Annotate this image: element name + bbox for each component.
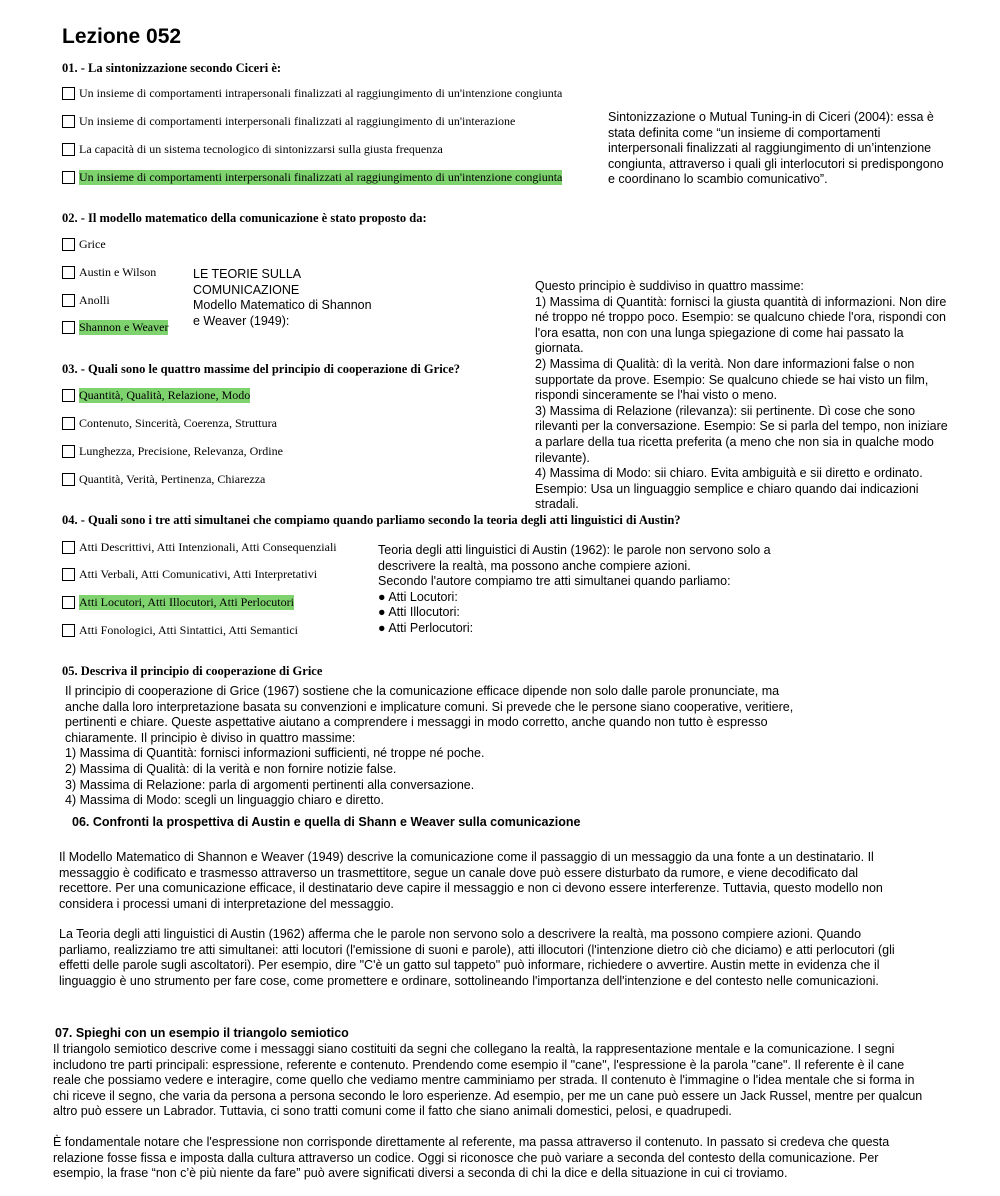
- q1-option-2[interactable]: [62, 114, 515, 129]
- checkbox[interactable]: [62, 624, 75, 637]
- option-label: Austin e Wilson: [79, 265, 157, 279]
- option-label: Atti Verbali, Atti Comunicativi, Atti Interpretativi: [79, 567, 318, 581]
- option-label-highlighted: Un insieme di comportamenti interpersonali finalizzati al raggiungimento di un'intenzione congiunta: [79, 170, 563, 184]
- option-label: Lunghezza, Precisione, Relevanza, Ordine: [79, 444, 283, 458]
- q2-option-4-correct[interactable]: [62, 320, 168, 335]
- checkbox[interactable]: [62, 171, 75, 184]
- q2-note: LE TEORIE SULLA COMUNICAZIONE Modello Matematico di Shannon e Weaver (1949):: [193, 267, 372, 328]
- option-label: Atti Fonologici, Atti Sintattici, Atti Semantici: [79, 623, 298, 637]
- option-label: Un insieme di comportamenti intrapersonali finalizzati al raggiungimento di un'intenzione congiunta: [79, 86, 563, 100]
- checkbox[interactable]: [62, 417, 75, 430]
- q1-option-3[interactable]: [62, 142, 443, 157]
- option-label: La capacità di un sistema tecnologico di sintonizzarsi sulla giusta frequenza: [79, 142, 443, 156]
- option-label: Grice: [79, 237, 106, 251]
- checkbox[interactable]: [62, 238, 75, 251]
- q1-option-4-correct[interactable]: [62, 170, 562, 185]
- checkbox[interactable]: [62, 568, 75, 581]
- checkbox[interactable]: [62, 445, 75, 458]
- q4-option-3-correct[interactable]: [62, 595, 294, 610]
- q4-option-4[interactable]: [62, 623, 298, 638]
- q2-option-1[interactable]: [62, 237, 106, 252]
- q5-answer: Il principio di cooperazione di Grice (1967) sostiene che la comunicazione efficace dipende non solo dalle parole pronunciate, ma anche dalla loro interpretazione basata su convenzioni e implicature comuni. Si prevede che le persone siano cooperative, veritiere, pertinenti e chiare. Queste aspettative aiutano a comprendere i messaggi in modo corretto, anche quando non tutto è espresso chiaramente. Il principio è diviso in quattro massime: 1) Massima di Quantità: fornisci informazioni sufficienti, né troppe né poche. 2) Massima di Qualità: di la verità e non fornire notizie false. 3) Massima di Relazione: parla di argomenti pertinenti alla conversazione. 4) Massima di Modo: scegli un linguaggio chiaro e diretto.: [65, 684, 794, 808]
- q4-option-1[interactable]: [62, 540, 337, 555]
- q2-option-2[interactable]: [62, 265, 156, 280]
- option-label: Un insieme di comportamenti interpersonali finalizzati al raggiungimento di un'interazione: [79, 114, 516, 128]
- checkbox[interactable]: [62, 473, 75, 486]
- q7-paragraph-1: Il triangolo semiotico descrive come i messaggi siano costituiti da segni che collegano la realtà, la rappresentazione mentale e la comunicazione. I segni includono tre parti principali: espressione, referente e contenuto. Prendendo come esempio il "cane", l'espressione è la parola "cane". Il referente è il cane reale che possiamo vedere e interagire, come quello che vediamo mentre camminiamo per strada. Il contenuto è l'immagine o l'idea mentale che si forma in chi riceve il segno, che varia da persona a persona secondo le loro esperienze. Ad esempio, per me un cane può essere un Jack Russel, mentre per qualcun altro può essere un Labrador. Tuttavia, ci sono tratti comuni come il fatto che siano animali domestici, pelosi, e quadrupedi.: [53, 1042, 923, 1119]
- question-06: 06. Confronti la prospettiva di Austin e quella di Shann e Weaver sulla comunicazione: [72, 815, 581, 829]
- q6-paragraph-1: Il Modello Matematico di Shannon e Weaver (1949) descrive la comunicazione come il passaggio di un messaggio da una fonte a un destinatario. Il messaggio è codificato e trasmesso attraverso un trasmettitore, segue un canale dove può essere disturbato da rumore, e viene decodificato dal recettore. Per una comunicazione efficace, il destinatario deve capire il messaggio e non ci devono essere interferenze. Tuttavia, questo modello non considera i processi umani di interpretazione del messaggio.: [59, 850, 883, 911]
- question-04: 04. - Quali sono i tre atti simultanei che compiamo quando parliamo secondo la teoria degli atti linguistici di Austin?: [62, 513, 681, 527]
- q3-option-4[interactable]: [62, 472, 265, 487]
- q3-option-2[interactable]: [62, 416, 277, 431]
- checkbox[interactable]: [62, 321, 75, 334]
- q2-option-3[interactable]: [62, 293, 110, 308]
- checkbox[interactable]: [62, 266, 75, 279]
- checkbox[interactable]: [62, 389, 75, 402]
- checkbox[interactable]: [62, 87, 75, 100]
- q3-option-1-correct[interactable]: [62, 388, 250, 403]
- question-03: 03. - Quali sono le quattro massime del principio di cooperazione di Grice?: [62, 362, 461, 376]
- question-02: 02. - Il modello matematico della comunicazione è stato proposto da:: [62, 211, 427, 225]
- q6-paragraph-2: La Teoria degli atti linguistici di Austin (1962) afferma che le parole non servono solo a descrivere la realtà, ma possono compiere azioni. Quando parliamo, realizziamo tre atti simultanei: atti locutori (l'emissione di suoni e parole), atti illocutori (l'intenzione dietro ciò che diciamo) e atti perlocutori (gli effetti delle parole sugli ascoltatori). Per esempio, dire "C'è un gatto sul tappeto" può informare, richiedere o avvertire. Austin mette in evidenza che il linguaggio è uno strumento per fare cose, come promettere e ordinare, sottolineando l'importanza dell'intenzione e del contesto nelle comunicazioni.: [59, 927, 895, 988]
- q1-note: Sintonizzazione o Mutual Tuning-in di Ciceri (2004): essa è stata definita come “un insieme di comportamenti interpersonali finalizzati al raggiungimento di un’intenzione congiunta, attraverso i quali gli interlocutori si predispongono e coordinano lo scambio comunicativo”.: [608, 110, 944, 187]
- q4-option-2[interactable]: [62, 567, 317, 582]
- q4-note: Teoria degli atti linguistici di Austin (1962): le parole non servono solo a descrivere la realtà, ma possono anche compiere azioni. Secondo l'autore compiamo tre atti simultanei quando parliamo: ● Atti Locutori: ● Atti Illocutori: ● Atti Perlocutori:: [378, 543, 771, 635]
- option-label: Quantità, Verità, Pertinenza, Chiarezza: [79, 472, 266, 486]
- option-label-highlighted: Quantità, Qualità, Relazione, Modo: [79, 388, 251, 402]
- question-07: 07. Spieghi con un esempio il triangolo semiotico: [55, 1026, 349, 1040]
- option-label-highlighted: Atti Locutori, Atti Illocutori, Atti Perlocutori: [79, 595, 294, 609]
- question-01: 01. - La sintonizzazione secondo Ciceri è:: [62, 61, 282, 75]
- checkbox[interactable]: [62, 294, 75, 307]
- option-label: Atti Descrittivi, Atti Intenzionali, Atti Consequenziali: [79, 540, 337, 554]
- q3-note: Questo principio è suddiviso in quattro massime: 1) Massima di Quantità: fornisci la giusta quantità di informazioni. Non dire né troppo né troppo poco. Esempio: se qualcuno chiede l'ora, rispondi con l'ora esatta, non con una lunga spiegazione di come hai passato la giornata. 2) Massima di Qualità: dì la verità. Non dare informazioni false o non supportate da prove. Esempio: Se qualcuno chiede se hai visto un film, rispondi sinceramente se l'hai visto o meno. 3) Massima di Relazione (rilevanza): sii pertinente. Dì cose che sono rilevanti per la conversazione. Esempio: Se si parla del tempo, non iniziare a parlare della tua ricetta preferita (a meno che non sia in qualche modo rilevante). 4) Massima di Modo: sii chiaro. Evita ambiguità e sii diretto e ordinato. Esempio: Usa un linguaggio semplice e chiaro quando dai indicazioni stradali.: [535, 279, 948, 512]
- checkbox[interactable]: [62, 115, 75, 128]
- option-label: Contenuto, Sincerità, Coerenza, Struttura: [79, 416, 277, 430]
- q3-option-3[interactable]: [62, 444, 283, 459]
- option-label: Anolli: [79, 293, 110, 307]
- checkbox[interactable]: [62, 541, 75, 554]
- q1-option-1[interactable]: [62, 86, 562, 101]
- q7-paragraph-2: È fondamentale notare che l'espressione non corrisponde direttamente al referente, ma passa attraverso il contenuto. In passato si credeva che questa relazione fosse fissa e imposta dalla cultura attraverso un codice. Oggi si riconosce che può variare a seconda del contesto della comunicazione. Per esempio, la frase “non c’è più niente da fare” può avere significati diversi a seconda di chi la dice e della situazione in cui ci troviamo.: [53, 1135, 890, 1181]
- checkbox[interactable]: [62, 596, 75, 609]
- question-05: 05. Descriva il principio di cooperazione di Grice: [62, 664, 323, 678]
- option-label-highlighted: Shannon e Weaver: [79, 320, 169, 334]
- checkbox[interactable]: [62, 143, 75, 156]
- page-title: Lezione 052: [62, 25, 182, 48]
